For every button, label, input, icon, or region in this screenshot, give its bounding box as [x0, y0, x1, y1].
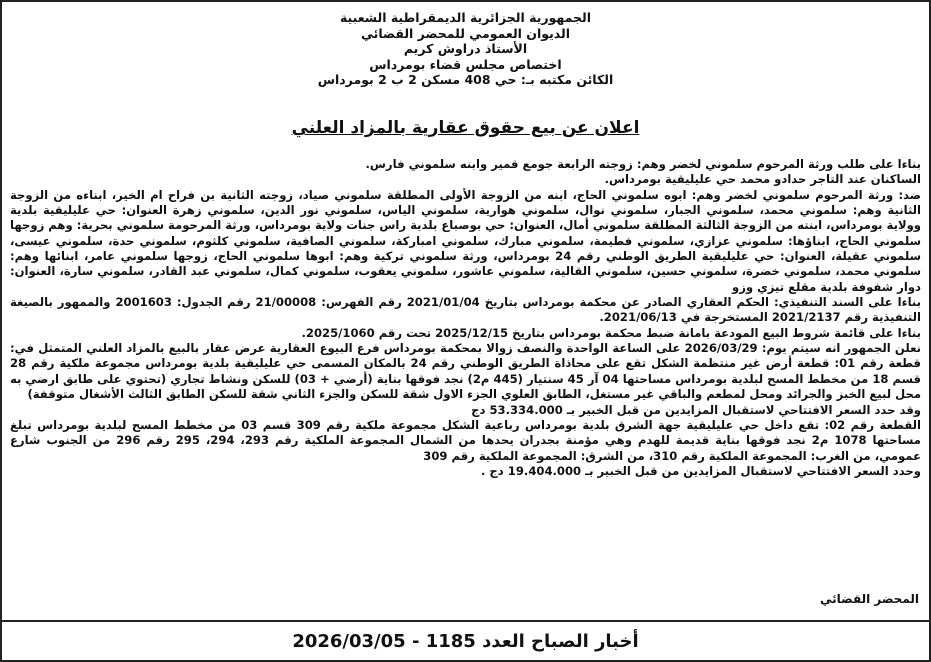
paragraph-defendants: ضد: ورثة المرحوم سلموني لخضر وهم: ابوه سلموني الحاج، ابنه من الزوجة الأولى المطلقة سلموني صياد، زوجته الثانية بن فراح ام الخير، ابناءه من الزوجة الثانية وهم: سلموني محمد، سلموني الجبار، سلموني نوال، سلموني هوارية، سلموني الياس، سلموني نور الدين، سلموني زهرة العنوان: حي عليليقية بلدية وولاية بومرداس، ابنته من الزوجة الثالثة المطلقة سلموني أمال، العنوان: حي بوصباع بلدية راس جنات ولاية بومرداس، ورثة المرحومة سلموني بحرية: وهم زوجها سلموني الحاج، ابناؤها: سلموني عزازي، سلموني فطيمة، سلموني مبارك، سلموني امباركة، سلموني الصافية، سلموني كلثوم، سلموني حدة، سلموني عيسى، سلموني عقيلة، العنوان: حي عليليقية الطريق الوطني رقم 24 بومرداس، ورثة سلموني تركية وهم: ابوها سلموني الحاج، زوجها سلموني عامر، ابنائها وهم: سلموني محمد، سلموني خضرة، سلموني حسين، سلموني القالية، سلموني عاشور، سلموني يعقوب، سلموني كمال، سلموني عبد القادر، سلموني سارة، العنوان: دوار شفوفة بلدية مقلع تيزي وزو — [10, 187, 921, 294]
header-line-jurisdiction: اختصاص مجلس قضاء بومرداس — [369, 56, 562, 72]
paragraph-plaintiffs: بناءا على طلب ورثة المرحوم سلموني لخضر وهم: زوجته الرابعة جومع قمير وابنه سلموني فارس. — [365, 157, 921, 171]
newspaper-footer — [2, 620, 929, 660]
signature: المحضر القضائي — [819, 592, 919, 606]
paragraph-sale-conditions: بناءا على قائمة شروط البيع المودعة بامانة ضبط محكمة بومرداس بتاريخ 2025/12/15 تحت رقم 2025/1060. — [301, 325, 921, 340]
paragraph-plaintiffs-address: الساكنان عند التاجر حدادو محمد حي عليليقية بومرداس. — [604, 172, 921, 187]
header-line-bailiff-name: الأستاذ دراوش كريم — [403, 41, 528, 56]
header-line-office: الديوان العمومي للمحضر القضائي — [361, 25, 570, 41]
paragraph-lot-1-price: وقد حدد السعر الافتتاحي لاستقبال المزايدين من قبل الخبير بـ 53.334.000 دج — [471, 402, 921, 417]
paragraph-executive-title: بناءا على السند التنفيذي: الحكم العقاري الصادر عن محكمة بومرداس بتاريخ 2021/01/04 رقم الفهرس: 21/00008 رقم الجدول: 2001603 والممهور بالصيغة التنفيذية رقم 2021/2137 المستخرجة في 2021/06/13. — [10, 295, 922, 325]
notice-header — [2, 10, 929, 88]
header-line-republic: الجمهورية الجزائرية الديمقراطية الشعبية — [339, 10, 592, 25]
footer-newspaper-issue: أخبار الصباح العدد 1185 - — [411, 630, 639, 652]
paragraph-lot-2-price: وحدد السعر الافتتاحي لاستقبال المزايدين من قبل الخبير بـ 19.404.000 دج . — [480, 463, 921, 478]
header-line-address: الكائن مكتبه بـ: حي 408 مسكن 2 ب 2 بومرداس — [317, 72, 614, 87]
paragraph-lot-1: نعلن الجمهور انه سيتم يوم: 2026/03/29 على الساعة الواحدة والنصف زوالا بمحكمة بومرداس فرع البيوع العقارية عرض عقار بالبيع بالمزاد العلني المتمثل في: قطعة رقم 01: قطعة أرض غير منتظمة الشكل تقع على محاذاة الطريق الوطني رقم 24 بالمكان المسمى حي عليليقية بلدية بومرداس مجموعة ملكية رقم 28 قسم 18 من مخطط المسح لبلدية بومرداس مساحتها 04 آر 45 سنتيار (445 م2) نجد فوقها بناية (أرضي + 03) للسكن ونشاط تجاري (تحتوي على طابق ارضي به محل لبيع الخبز والجرائد ومحل لمطعم والباقي غير مستغل، الطابق العلوي الجزء الاول شقة للسكن والجزء الثاني شقة للسكن الطابق الثالث الأشغال متوقفة) — [10, 341, 921, 402]
notice-body — [10, 157, 921, 479]
footer-date: 2026/03/05 — [292, 630, 406, 652]
notice-title: اعلان عن بيع حقوق عقارية بالمزاد العلني — [291, 118, 640, 138]
paragraph-lot-2: القطعة رقم 02: تقع داخل حي عليليقية جهة الشرق بلدية بومرداس رباعية الشكل مجموعة ملكية رقم 309 قسم 03 من مخطط المسح لبلدية بومرداس تبلغ مساحتها 1078 م2 نجد فوقها بناية قديمة للهدم وهي مؤمنة بجدران يحدها من الشمال المجموعة الملكية رقم 293، 294، 295 رقم 296 من الجنوب شارع عمومي، من الغرب: المجموعة الملكية رقم 310، من الشرق: المجموعة الملكية رقم 309 — [10, 417, 921, 463]
